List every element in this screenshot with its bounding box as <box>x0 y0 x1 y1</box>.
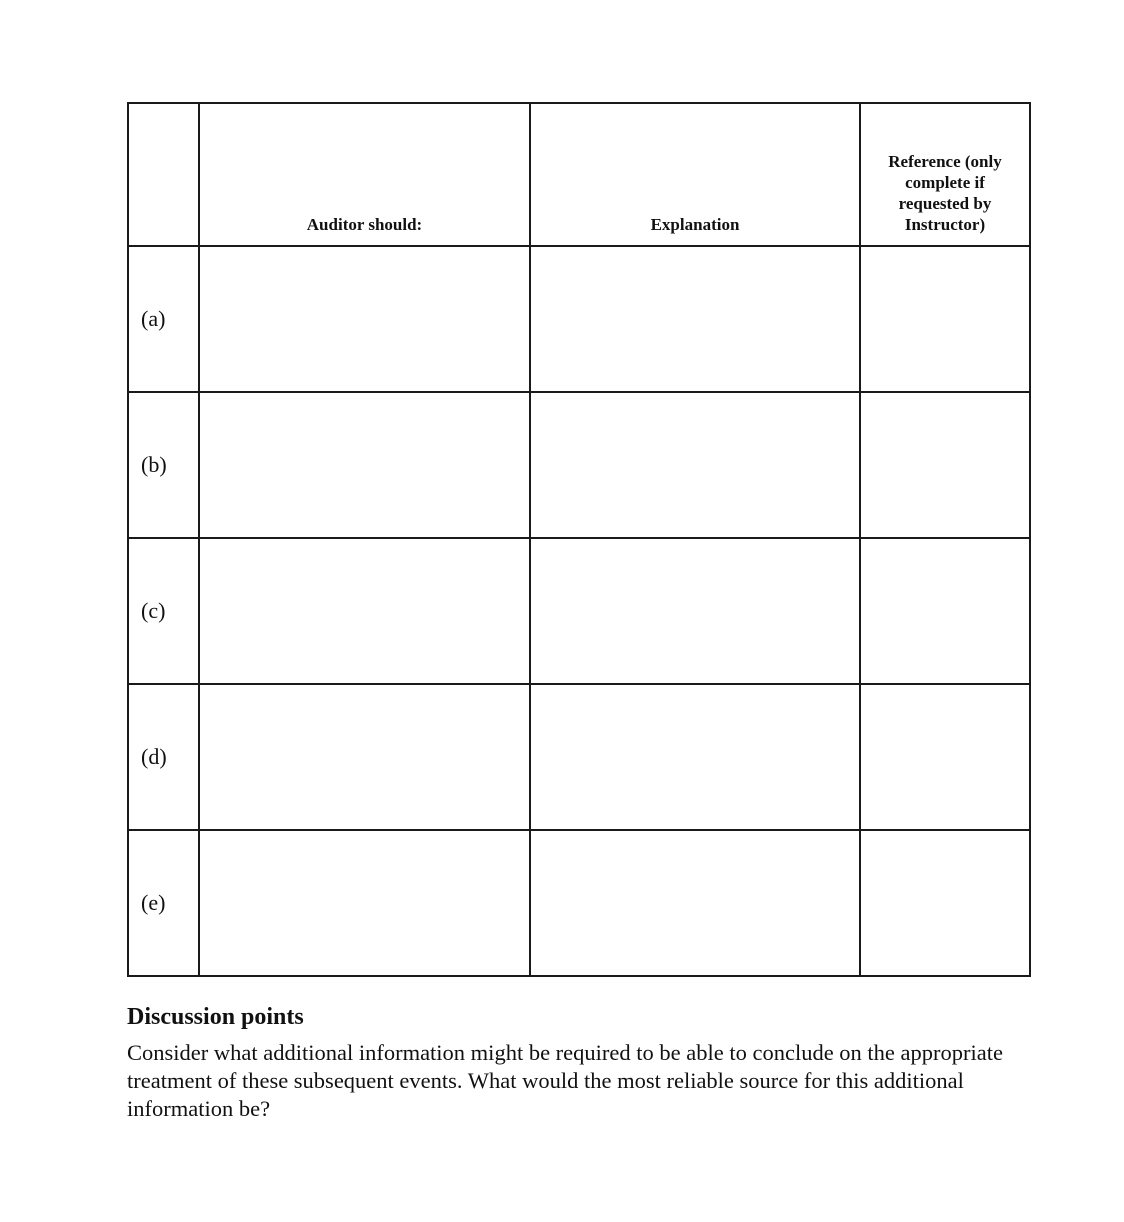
explanation-cell[interactable] <box>530 392 860 538</box>
explanation-cell[interactable] <box>530 684 860 830</box>
auditor-should-cell[interactable] <box>199 392 530 538</box>
auditor-should-cell[interactable] <box>199 684 530 830</box>
row-label: (e) <box>128 830 199 976</box>
table-row <box>128 392 1030 538</box>
reference-cell[interactable] <box>860 538 1030 684</box>
explanation-cell[interactable] <box>530 538 860 684</box>
auditor-should-cell[interactable] <box>199 538 530 684</box>
row-label: (a) <box>128 246 199 392</box>
reference-cell[interactable] <box>860 830 1030 976</box>
explanation-cell[interactable] <box>530 246 860 392</box>
explanation-cell[interactable] <box>530 830 860 976</box>
table-row <box>128 246 1030 392</box>
answer-table <box>127 102 1031 977</box>
auditor-should-cell[interactable] <box>199 246 530 392</box>
table-row <box>128 684 1030 830</box>
table-row <box>128 538 1030 684</box>
table-header-row <box>128 103 1030 246</box>
discussion-body: Consider what additional information might be required to be able to conclude on the appropriate treatment of these subsequent events. What would the most reliable source for this additional information be? <box>127 1040 1003 1121</box>
row-label: (c) <box>128 538 199 684</box>
reference-cell[interactable] <box>860 392 1030 538</box>
table-row <box>128 830 1030 976</box>
reference-cell[interactable] <box>860 246 1030 392</box>
auditor-should-cell[interactable] <box>199 830 530 976</box>
reference-cell[interactable] <box>860 684 1030 830</box>
discussion-title: Discussion points <box>127 1004 304 1030</box>
row-label: (d) <box>128 684 199 830</box>
header-auditor-should: Auditor should: <box>199 103 530 246</box>
row-label: (b) <box>128 392 199 538</box>
header-explanation: Explanation <box>530 103 860 246</box>
header-label-column <box>128 103 199 246</box>
header-reference: Reference (only complete if requested by Instructor) <box>860 103 1030 246</box>
discussion-section <box>127 1001 1007 1123</box>
